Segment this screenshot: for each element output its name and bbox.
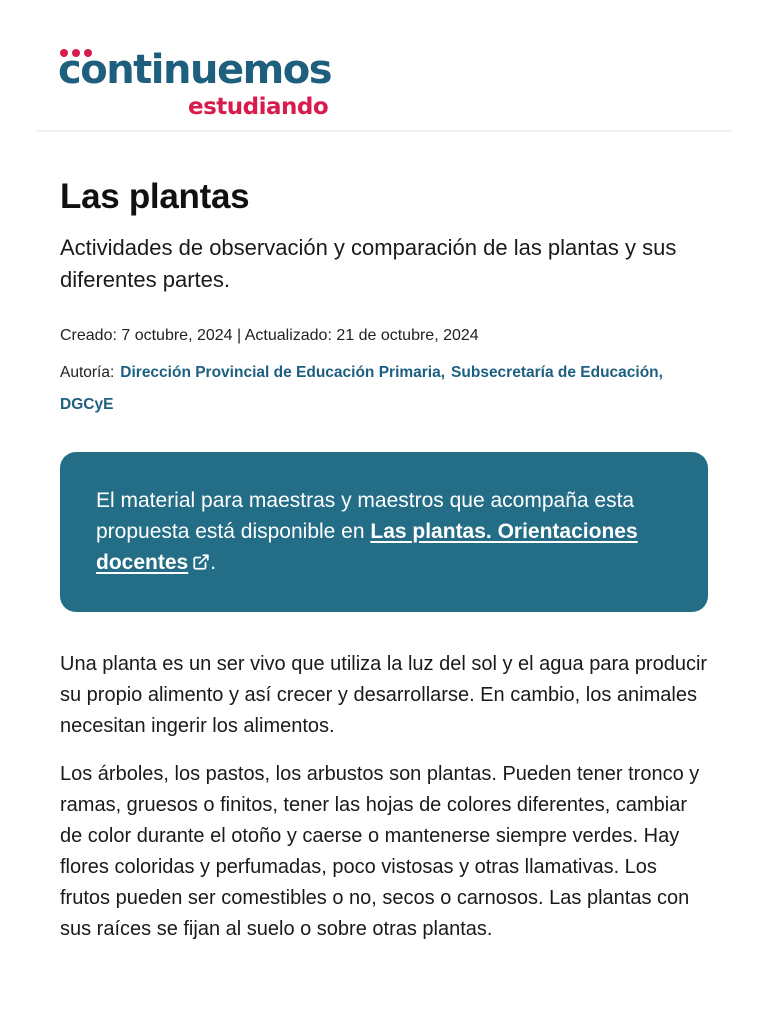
article-authors xyxy=(60,357,710,421)
author-link-primaria[interactable]: Dirección Provincial de Educación Primaria, xyxy=(120,364,446,381)
external-link-icon xyxy=(192,553,210,571)
logo-main-text: continuemos xyxy=(58,47,332,93)
callout-link-text: Las plantas. Orientaciones docentes xyxy=(96,520,638,574)
callout-text-end: . xyxy=(210,551,217,574)
logo-sub-text: estudiando xyxy=(188,94,329,120)
article-content xyxy=(60,176,710,945)
author-link-dgcye[interactable]: DGCyE xyxy=(60,396,114,413)
paragraph-1: Una planta es un ser vivo que utiliza la luz del sol y el agua para producir su propio alimento y así crecer y desarrollarse. En cambio, los animales necesitan ingerir los alimentos. xyxy=(60,653,708,737)
site-header xyxy=(0,0,768,132)
page-title: Las plantas xyxy=(60,177,250,216)
teacher-material-callout xyxy=(60,452,708,612)
callout-text: El material para maestras y maestros que acompaña esta propuesta está disponible en xyxy=(96,489,635,543)
author-link-subsecretaria[interactable]: Subsecretaría de Educación, xyxy=(451,364,663,381)
header-divider xyxy=(36,130,732,132)
page-subtitle: Actividades de observación y comparación de las plantas y sus diferentes partes. xyxy=(60,235,677,292)
article-dates: Creado: 7 octubre, 2024 | Actualizado: 21 de octubre, 2024 xyxy=(60,327,479,344)
paragraph-2: Los árboles, los pastos, los arbustos son plantas. Pueden tener tronco y ramas, gruesos o finitos, tener las hojas de colores diferentes, cambiar de color durante el otoño y caerse o mantenerse siempre verdes. Hay flores coloridas y perfumadas, poco vistosas y otras llamativas. Los frutos pueden ser comestibles o no, secos o carnosos. Las plantas con sus raíces se fijan al suelo o sobre otras plantas. xyxy=(60,763,700,940)
site-logo[interactable] xyxy=(58,46,358,126)
authors-label: Autoría: xyxy=(60,364,115,381)
